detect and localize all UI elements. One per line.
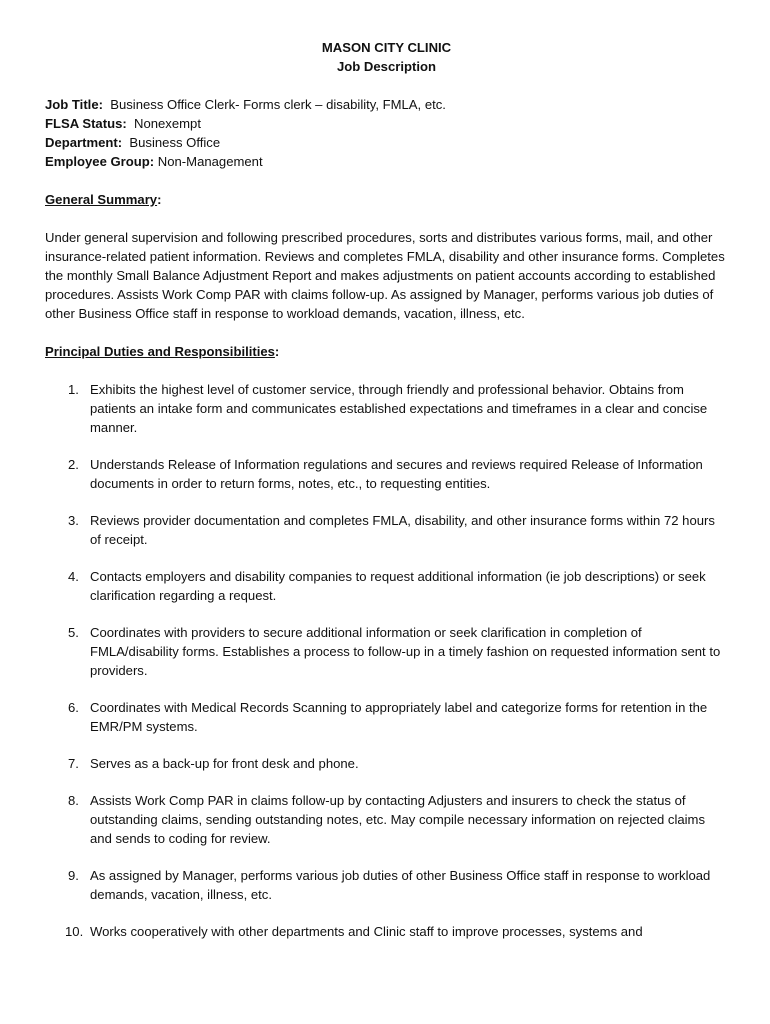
job-meta xyxy=(45,95,728,171)
duty-text: As assigned by Manager, performs various job duties of other Business Office staff in response to workload demands, vacation, illness, etc. xyxy=(90,868,711,902)
principal-duties-heading xyxy=(45,342,728,361)
document-type: Job Description xyxy=(337,59,436,74)
general-summary-text: Under general supervision and following prescribed procedures, sorts and distributes various forms, mail, and other insurance-related patient information. Reviews and completes FMLA, disability and other insurance forms. Completes the monthly Small Balance Adjustment Report and makes adjustments on patient accounts according to established procedures. Assists Work Comp PAR with claims follow-up. As assigned by Manager, performs various job duties of other Business Office staff in response to workload demands, vacation, illness, etc. xyxy=(45,230,725,321)
duty-text: Coordinates with Medical Records Scanning to appropriately label and categorize forms for retention in the EMR/PM systems. xyxy=(90,700,708,734)
duty-number: 1. xyxy=(68,382,79,397)
meta-department xyxy=(45,133,728,152)
duty-item xyxy=(45,754,728,773)
section-title-colon: : xyxy=(274,344,280,359)
section-title-colon: : xyxy=(157,192,162,207)
duty-item xyxy=(45,511,728,549)
meta-label: FLSA Status: xyxy=(45,116,127,131)
duty-item xyxy=(45,698,728,736)
duty-text: Assists Work Comp PAR in claims follow-up by contacting Adjusters and insurers to check the status of outstanding claims, sending outstanding notes, etc. May compile necessary information on rejected claims and sends to coding for review. xyxy=(90,793,705,846)
duty-number: 5. xyxy=(68,625,79,640)
meta-value: Business Office xyxy=(129,135,221,150)
meta-job-title xyxy=(45,95,728,114)
meta-value: Nonexempt xyxy=(134,116,201,131)
duty-item xyxy=(45,791,728,848)
duty-item xyxy=(45,623,728,680)
duty-item xyxy=(45,922,728,941)
general-summary-heading xyxy=(45,190,728,209)
duty-item xyxy=(45,866,728,904)
duty-number: 3. xyxy=(68,513,79,528)
duty-number: 9. xyxy=(68,868,79,883)
meta-label: Employee Group: xyxy=(45,154,155,169)
duty-text: Contacts employers and disability companies to request additional information (ie job descriptions) or seek clarification regarding a request. xyxy=(90,569,706,603)
section-title-text: Principal Duties and Responsibilities xyxy=(45,344,275,359)
duty-text: Coordinates with providers to secure additional information or seek clarification in completion of FMLA/disability forms. Establishes a process to follow-up in a timely fashion on requested information sent to providers. xyxy=(90,625,721,678)
meta-value: Business Office Clerk- Forms clerk – disability, FMLA, etc. xyxy=(110,97,446,112)
duty-number: 8. xyxy=(68,793,79,808)
duty-item xyxy=(45,380,728,437)
duty-number: 4. xyxy=(68,569,79,584)
duty-text: Understands Release of Information regulations and secures and reviews required Release of Information documents in order to return forms, notes, etc., to requesting entities. xyxy=(90,457,703,491)
duty-text: Serves as a back-up for front desk and phone. xyxy=(90,756,359,771)
duty-number: 2. xyxy=(68,457,79,472)
meta-value: Non-Management xyxy=(157,154,263,169)
duty-text: Reviews provider documentation and completes FMLA, disability, and other insurance forms within 72 hours of receipt. xyxy=(90,513,715,547)
section-title-text: General Summary xyxy=(45,192,158,207)
duties-list xyxy=(45,380,728,941)
meta-employee-group xyxy=(45,152,728,171)
organization-name: MASON CITY CLINIC xyxy=(321,40,452,55)
document-header xyxy=(45,38,728,76)
duty-number: 7. xyxy=(68,756,79,771)
meta-label: Job Title: xyxy=(45,97,103,112)
duty-number: 6. xyxy=(68,700,79,715)
duty-number: 10. xyxy=(65,924,84,939)
duty-text: Works cooperatively with other departments and Clinic staff to improve processes, systems and xyxy=(90,924,643,939)
meta-flsa-status xyxy=(45,114,728,133)
duty-item xyxy=(45,455,728,493)
meta-label: Department: xyxy=(45,135,123,150)
duty-item xyxy=(45,567,728,605)
duty-text: Exhibits the highest level of customer service, through friendly and professional behavior. Obtains from patients an intake form and communicates established expectations and timeframes in a clear and concise manner. xyxy=(90,382,708,435)
